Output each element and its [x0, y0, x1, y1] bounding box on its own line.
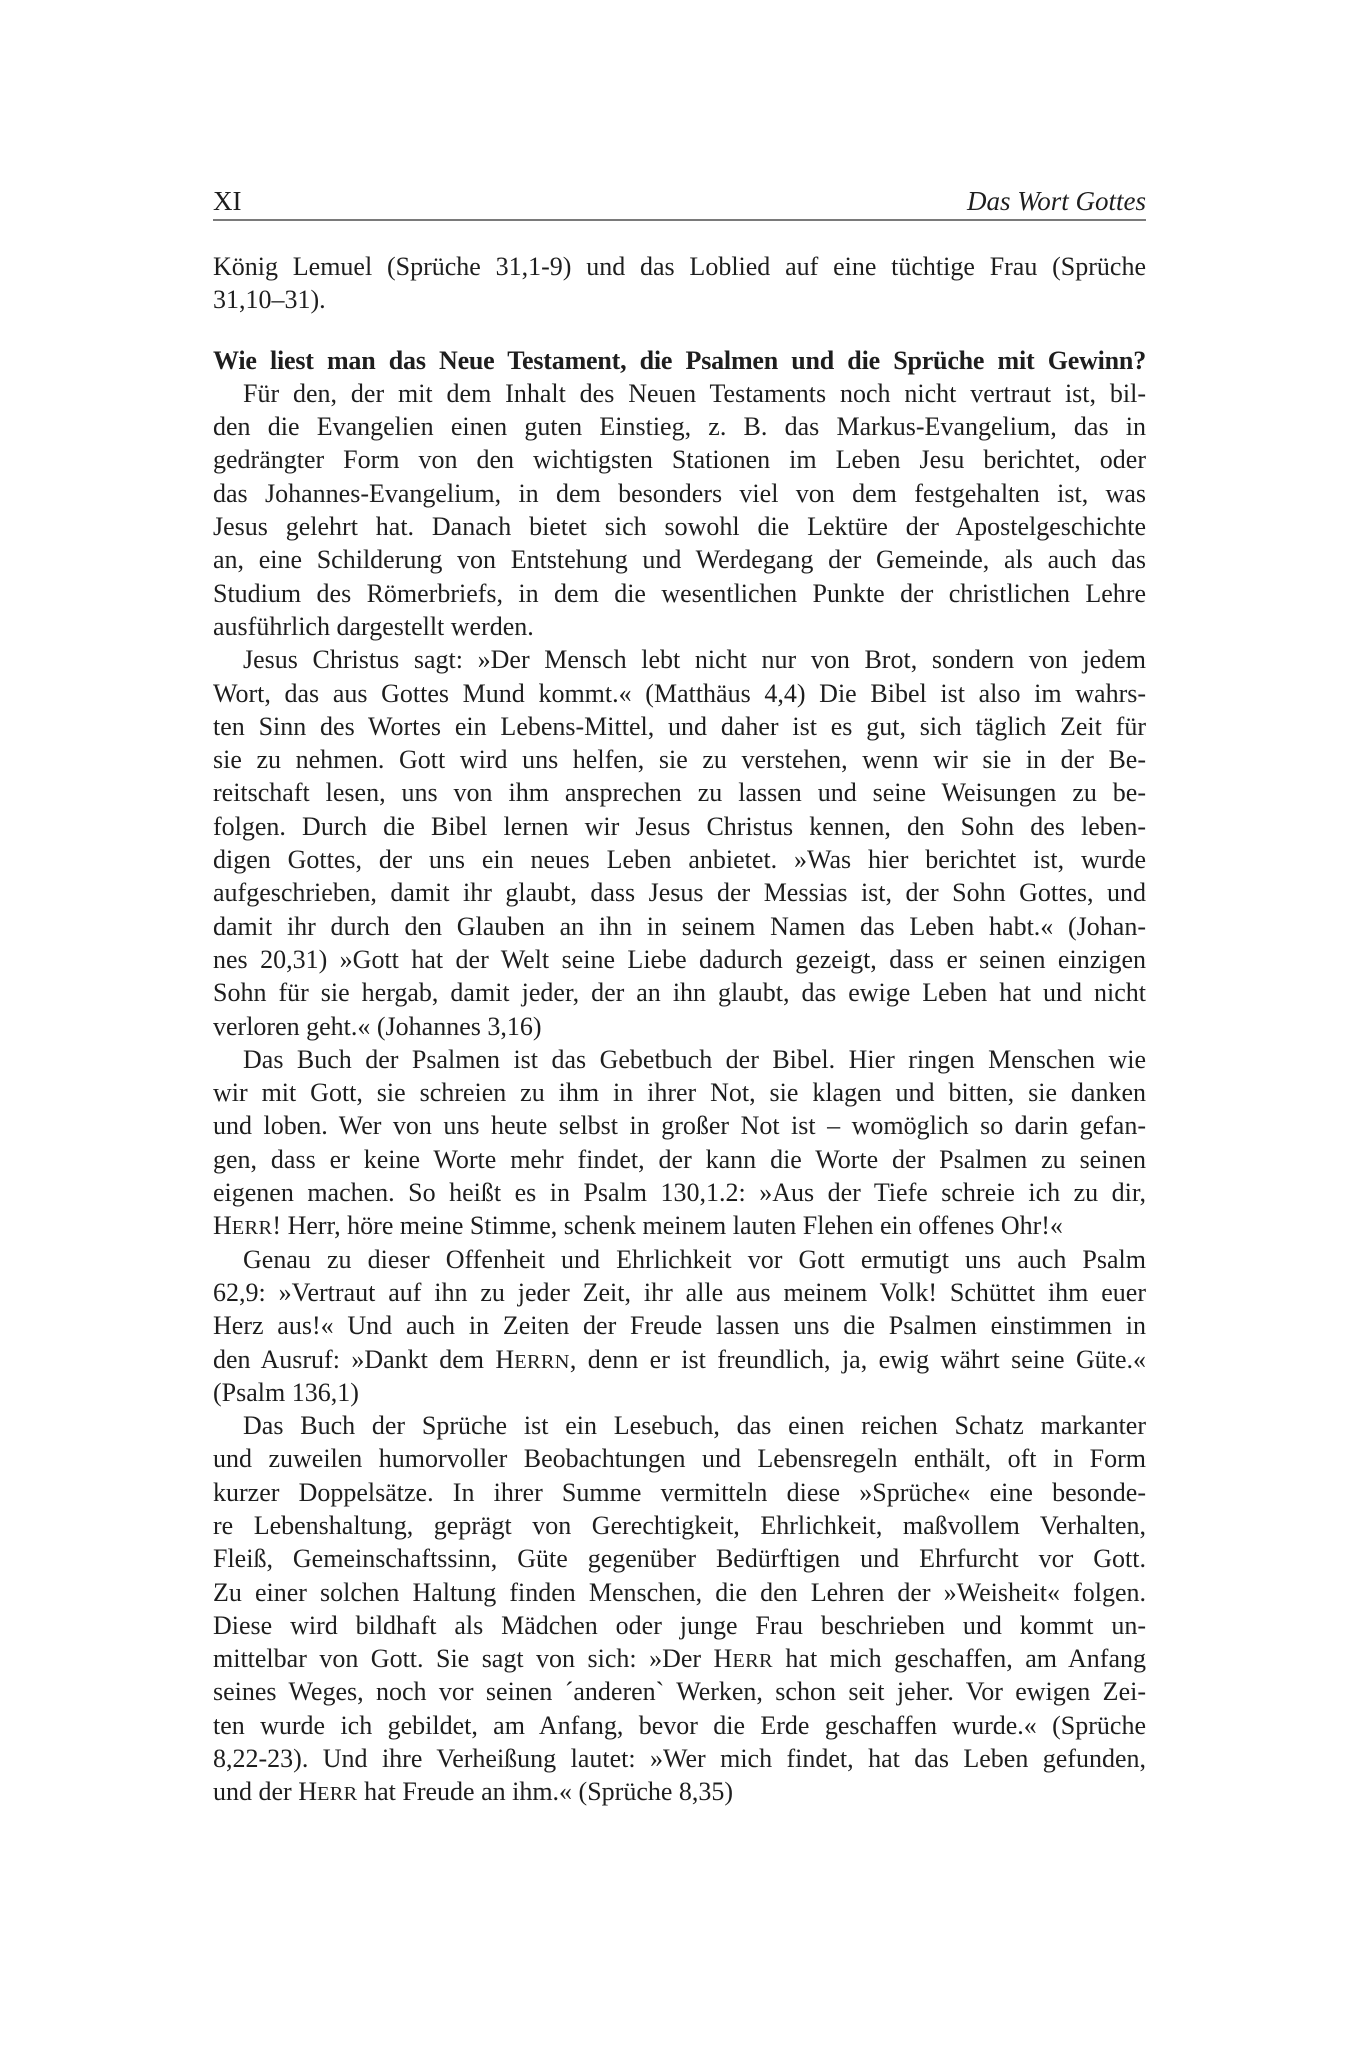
- text-line: (Psalm 136,1): [213, 1377, 359, 1407]
- text-line: Jesus Christus sagt: »Der Mensch lebt nicht nur von Brot, sondern von jedem: [243, 645, 1146, 675]
- text-line: Diese wird bildhaft als Mädchen oder junge Frau beschrieben und kommt un-: [213, 1610, 1146, 1640]
- text-line: nes 20,31) »Gott hat der Welt seine Liebe dadurch gezeigt, dass er seinen einzigen: [213, 944, 1146, 974]
- text-line: ten wurde ich gebildet, am Anfang, bevor die Erde geschaffen wurde.« (Sprüche: [213, 1710, 1146, 1740]
- text-line: Genau zu dieser Offenheit und Ehrlichkeit vor Gott ermutigt uns auch Psalm: [243, 1244, 1146, 1274]
- text-line: HERR! Herr, höre meine Stimme, schenk meinem lauten Flehen ein offenes Ohr!«: [213, 1211, 1063, 1241]
- text-line: Studium des Römerbriefs, in dem die wesentlichen Punkte der christlichen Lehre: [213, 578, 1146, 608]
- text-line: Das Buch der Sprüche ist ein Lesebuch, das einen reichen Schatz markanter: [243, 1411, 1146, 1441]
- text-line: Jesus gelehrt hat. Danach bietet sich sowohl die Lektüre der Apostelgeschichte: [213, 512, 1146, 542]
- text-line: 62,9: »Vertraut auf ihn zu jeder Zeit, ihr alle aus meinem Volk! Schüttet ihm euer: [213, 1277, 1146, 1307]
- text-line: Für den, der mit dem Inhalt des Neuen Testaments noch nicht vertraut ist, bil-: [243, 378, 1146, 408]
- text-line: Fleiß, Gemeinschaftssinn, Güte gegenüber Bedürftigen und Ehrfurcht vor Gott.: [213, 1544, 1146, 1574]
- text-line: sie zu nehmen. Gott wird uns helfen, sie zu verstehen, wenn wir sie in der Be-: [213, 745, 1146, 775]
- text-line: digen Gottes, der uns ein neues Leben anbietet. »Was hier berichtet ist, wurde: [213, 845, 1146, 875]
- text-line: König Lemuel (Sprüche 31,1-9) und das Loblied auf eine tüchtige Frau (Sprüche: [213, 252, 1146, 281]
- text-line: an, eine Schilderung von Entstehung und Werdegang der Gemeinde, als auch das: [213, 545, 1146, 575]
- divine-name-small-caps: ERR: [231, 1217, 273, 1240]
- divine-name-small-caps: ERRN: [514, 1350, 570, 1373]
- page-number: XI: [213, 186, 242, 216]
- text-line: und loben. Wer von uns heute selbst in großer Not ist – womöglich so darin gefan-: [213, 1111, 1146, 1141]
- text-line: aufgeschrieben, damit ihr glaubt, dass Jesus der Messias ist, der Sohn Gottes, und: [213, 878, 1146, 908]
- text-line: Sohn für sie hergab, damit jeder, der an ihn glaubt, das ewige Leben hat und nicht: [213, 978, 1146, 1008]
- text-line: den die Evangelien einen guten Einstieg, z. B. das Markus-Evangelium, das in: [213, 412, 1146, 442]
- text-line: mittelbar von Gott. Sie sagt von sich: »Der HERR hat mich geschaffen, am Anfang: [213, 1644, 1146, 1674]
- text-line: und der HERR hat Freude an ihm.« (Sprüche 8,35): [213, 1777, 734, 1807]
- running-title: Das Wort Gottes: [966, 186, 1146, 216]
- text-line: das Johannes-Evangelium, in dem besonders viel von dem festgehalten ist, was: [213, 478, 1146, 508]
- text-line: damit ihr durch den Glauben an ihn in seinem Namen das Leben habt.« (Johan-: [213, 911, 1146, 941]
- text-line: und zuweilen humorvoller Beobachtungen und Lebensregeln enthält, oft in Form: [213, 1444, 1146, 1474]
- text-line: kurzer Doppelsätze. In ihrer Summe vermitteln diese »Sprüche« eine besonde-: [213, 1477, 1146, 1507]
- text-line: re Lebenshaltung, geprägt von Gerechtigkeit, Ehrlichkeit, maßvollem Verhalten,: [213, 1510, 1146, 1540]
- text-line: reitschaft lesen, uns von ihm ansprechen zu lassen und seine Weisungen zu be-: [213, 778, 1146, 808]
- text-line: 31,10–31).: [213, 285, 326, 315]
- divine-name-small-caps: ERR: [732, 1650, 773, 1673]
- text-line: gedrängter Form von den wichtigsten Stationen im Leben Jesu berichtet, oder: [213, 445, 1146, 475]
- running-head: [213, 186, 1146, 221]
- text-line: Das Buch der Psalmen ist das Gebetbuch der Bibel. Hier ringen Menschen wie: [243, 1044, 1146, 1074]
- text-line: gen, dass er keine Worte mehr findet, der kann die Worte der Psalmen zu seinen: [213, 1144, 1146, 1174]
- text-line: folgen. Durch die Bibel lernen wir Jesus Christus kennen, den Sohn des leben-: [213, 811, 1146, 841]
- section-heading: Wie liest man das Neue Testament, die Psalmen und die Sprüche mit Gewinn?: [213, 345, 1146, 375]
- divine-name-small-caps: ERR: [316, 1783, 358, 1806]
- page-body: [213, 250, 1146, 1809]
- text-line: den Ausruf: »Dankt dem HERRN, denn er ist freundlich, ja, ewig währt seine Güte.«: [213, 1344, 1146, 1374]
- text-line: Wort, das aus Gottes Mund kommt.« (Matthäus 4,4) Die Bibel ist also im wahrs-: [213, 678, 1146, 708]
- text-line: ten Sinn des Wortes ein Lebens-Mittel, und daher ist es gut, sich täglich Zeit für: [213, 711, 1146, 741]
- text-line: 8,22-23). Und ihre Verheißung lautet: »Wer mich findet, hat das Leben gefunden,: [213, 1744, 1146, 1774]
- text-line: verloren geht.« (Johannes 3,16): [213, 1011, 542, 1041]
- text-line: ausführlich dargestellt werden.: [213, 611, 534, 641]
- text-line: Zu einer solchen Haltung finden Menschen, die den Lehren der »Weisheit« folgen.: [213, 1577, 1146, 1607]
- text-line: eigenen machen. So heißt es in Psalm 130,1.2: »Aus der Tiefe schreie ich zu dir,: [213, 1178, 1146, 1208]
- text-line: seines Weges, noch vor seinen ´anderen` Werken, schon seit jeher. Vor ewigen Zei-: [213, 1677, 1146, 1707]
- text-line: Herz aus!« Und auch in Zeiten der Freude lassen uns die Psalmen einstimmen in: [213, 1311, 1146, 1341]
- text-line: wir mit Gott, sie schreien zu ihm in ihrer Not, sie klagen und bitten, sie danken: [213, 1078, 1146, 1108]
